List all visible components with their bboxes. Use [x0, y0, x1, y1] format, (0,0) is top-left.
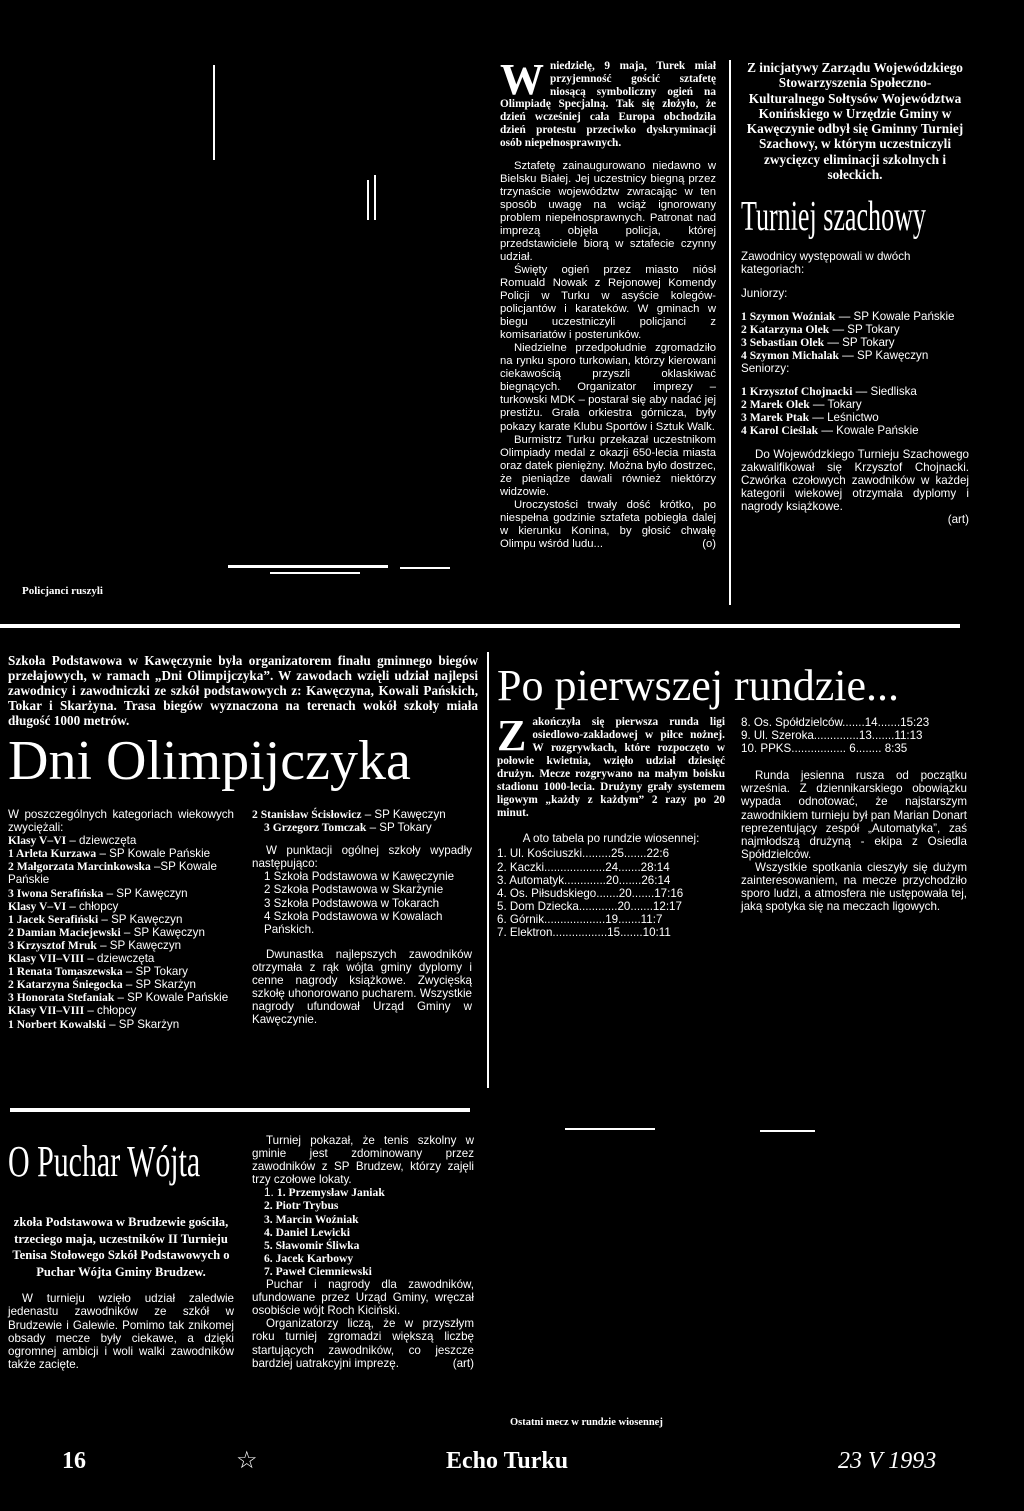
police-photo: [0, 45, 470, 605]
table-title: A oto tabela po rundzie wiosennej:: [522, 832, 700, 846]
drop-cap: Z: [497, 711, 527, 760]
football-paragraph: Runda jesienna rusza od początku września. Z dziennikarskiego obowiązku wypada odnotować, że najstarszym zawodnikiem turnieju był pan Marian Donart reprezentujący zespół „Automatyka”, zaś najmłodszą drużyną - ekipa z Osiedla Spółdzielców.: [741, 769, 967, 861]
page-number: 16: [62, 1448, 86, 1474]
list-item: 4 Szymon Michalak — SP Kawęczyn: [741, 348, 929, 362]
list-item: 2 Marek Olek — Tokary: [741, 398, 862, 412]
table-row: 7. Elektron.................15.......10:11: [497, 926, 671, 940]
list-item: 2 Damian Maciejewski – SP Kawęczyn: [8, 925, 205, 939]
football-photo: [490, 1120, 1024, 1420]
list-item: 3 Iwona Serafińska – SP Kawęczyn: [8, 886, 188, 900]
signature: (o): [702, 537, 716, 550]
tennis-ranking: [252, 1186, 474, 1199]
list-item: 1 Jacek Serafiński – SP Kawęczyn: [8, 912, 183, 926]
list-item: 4 Szkoła Podstawowa w Kowalach Pańskich.: [264, 909, 443, 936]
signature: (art): [452, 1356, 474, 1370]
juniors-label: Juniorzy:: [741, 286, 788, 300]
football-article: [497, 662, 977, 710]
list-item: 2 Katarzyna Olek — SP Tokary: [741, 322, 900, 336]
section-rule: [0, 624, 960, 628]
drop-cap: W: [500, 55, 544, 104]
list-item: 1. 1. Przemysław Janiak: [264, 1186, 385, 1200]
dni-intro: W poszczególnych kategoriach wiekowych zwyciężali:: [8, 808, 234, 835]
puchar-article: [8, 1134, 234, 1371]
list-item: 1 Szymon Woźniak — SP Kowale Pańskie: [741, 309, 955, 323]
list-item: 2 Stanisław Ścisłowicz – SP Kawęczyn: [252, 808, 446, 821]
list-item: 3. Marcin Woźniak: [264, 1212, 359, 1226]
list-item: 3 Grzegorz Tomczak – SP Tokary: [264, 821, 432, 835]
dni-paragraph: Dwunastka najlepszych zawodników otrzymała z rąk wójta gminy dyplomy i cenne nagrody książkowe. Zwycięską szkołę uhonorowano pucharem. Wszystkie nagrody ufundował Urząd Gminy w Kawęczynie.: [252, 947, 472, 1027]
football-column-2: [741, 716, 967, 913]
column-divider: [487, 652, 489, 1088]
list-item: 3 Honorata Stefaniak – SP Kowale Pańskie: [8, 991, 229, 1005]
list-item: 1 Krzysztof Chojnacki — Siedliska: [741, 385, 917, 399]
list-item: 2 Katarzyna Śniegocka – SP Skarżyn: [8, 978, 196, 992]
football-column-1: [497, 711, 725, 940]
juniors-list: [741, 310, 969, 362]
list-item: 4 Karol Cieślak — Kowale Pańskie: [741, 424, 919, 438]
puchar-paragraph: W turnieju wzięło udział zaledwie jedenastu zawodników ze szkół w Brudzewie i Galewie. Pomimo tak znikomej obsady mecze były ciekawe, a dzięki ogromnej ambicji i woli walki zawodników także zacięte.: [8, 1292, 234, 1371]
issue-date: 23 V 1993: [838, 1448, 937, 1474]
olympic-paragraph: Uroczystości trwały dość krótko, po niespełna godzinie sztafeta pobiegła dalej w kierunku Konina, by głosić chwałę Olimpu wśród ludu... (o): [500, 498, 716, 550]
dni-paragraph: W punktacji ogólnej szkoły wypadły następująco:: [252, 844, 472, 871]
puchar-paragraph: Puchar i nagrody dla zawodników, ufundowane przez Urząd Gminy, wręczał osobiście wójt Roch Kiciński.: [252, 1278, 474, 1318]
football-lead: akończyła się pierwsza runda ligi osiedlowo-zakładowej w piłce nożnej. W rozgrywkach, które rozpoczęto w połowie kwietnia, wzięło udział dziesięć drużyn. Mecze rozgrywano na małym boisku stadionu 1000-lecia. Drużyny grały systemem ligowym „każdy z każdym” 2 razy po 20 minut.: [497, 716, 725, 820]
dni-olimpijczyka-article: [8, 654, 478, 793]
list-item: Klasy V–VI – chłopcy: [8, 899, 119, 913]
list-item: Klasy V–VI – dziewczęta: [8, 834, 137, 848]
list-item: 1 Renata Tomaszewska – SP Tokary: [8, 965, 188, 979]
table-row: 3. Automatyk.............20.......26:14: [497, 873, 671, 887]
chess-headline: Turniej szachowy: [741, 194, 926, 241]
star-icon: ☆: [236, 1447, 258, 1474]
dni-headline: Dni Olimpijczyka: [8, 729, 411, 792]
puchar-column-2: [252, 1134, 474, 1370]
dni-column-1: [8, 808, 234, 1031]
table-row: 5. Dom Dziecka............20.......12:17: [497, 899, 682, 913]
dni-column-2: [252, 808, 472, 1026]
table-row: 6. Górnik...................19.......11:7: [497, 912, 663, 926]
column-divider: [729, 60, 731, 605]
football-headline: Po pierwszej rundzie...: [497, 661, 899, 710]
chess-article: [741, 60, 969, 526]
list-item: 4. Daniel Lewicki: [264, 1225, 350, 1239]
list-item: 3 Szkoła Podstawowa w Tokarach: [264, 896, 440, 910]
football-paragraph: Wszystkie spotkania cieszyły się dużym zainteresowaniem, na mecze przychodziło sporo ludzi, a atmosfera nie ustępowała tej, jaką spotyka się na meczach ligowych.: [741, 860, 967, 914]
olympic-lead: niedzielę, 9 maja, Turek miał przyjemność gościć sztafetę niosącą symboliczny ogień na Olimpiadę Specjalną. Tak się złożyło, że dzień wcześniej cała Europa obchodziła dzień protestu przeciwko dyskryminacji osób niepełnosprawnych.: [500, 60, 716, 149]
list-item: 3 Sebastian Olek — SP Tokary: [741, 335, 895, 349]
photo-caption: Ostatni mecz w rundzie wiosennej: [510, 1417, 663, 1428]
league-table: [497, 847, 725, 939]
chess-closing: Do Wojewódzkiego Turnieju Szachowego zakwalifikował się Krzysztof Chojnacki. Czwórka czołowych zawodników w każdej kategorii wiekowej otrzymała dyplomy i nagrody książkowe.: [741, 447, 969, 513]
olympic-paragraph: Niedzielne przedpołudnie zgromadziło na rynku sporo turkowian, którzy kierowani ciekawością przyszli oklaskiwać biegnących. Organizator imprezy – turkowski MDK – postarał się aby nadać jej prestiżu. Grała orkiestra górnicza, były pokazy karate Klubu Sportów i Sztuk Walk.: [500, 342, 716, 433]
list-item: 2. Piotr Trybus: [264, 1199, 339, 1213]
table-row: 4. Os. Piłsudskiego.......20.......17:16: [497, 886, 684, 900]
chess-intro: Zawodnicy występowali w dwóch kategoriach:: [741, 250, 911, 277]
list-item: 2 Małgorzata Marcinkowska –SP Kowale Pańskie: [8, 860, 217, 887]
table-row: 1. Ul. Kościuszki.........25.......22:6: [497, 847, 670, 861]
table-row: 2. Kaczki...................24.......28:14: [497, 860, 670, 874]
table-row: 8. Os. Spółdzielców.......14.......15:23: [741, 716, 930, 729]
puchar-headline: O Puchar Wójta: [8, 1137, 201, 1186]
chess-lead: Z inicjatywy Zarządu Wojewódzkiego Stowarzyszenia Społeczno-Kulturalnego Sołtysów Województwa Konińskiego w Urzędzie Gminy w Kawęczynie odbył się Gminny Turniej Szachowy, w którym uczestniczyli zwycięzcy eliminacji szkolnych i sołeckich.: [746, 60, 964, 183]
section-rule: [10, 1108, 470, 1112]
olympic-relay-article: [500, 55, 716, 551]
dni-lead: Szkoła Podstawowa w Kawęczynie była organizatorem finału gminnego biegów przełajowych, w ramach „Dni Olimpijczyka”. W zawodach wzięli udział najlepsi zawodnicy i zawodniczki ze szkół podstawowych z: Kawęczyna, Kowali Pańskich, Tokar i Skarżyna. Trasa biegów wyznaczona na terenach wokół szkoły miała długość 1000 metrów.: [8, 653, 478, 728]
olympic-paragraph: Sztafetę zainaugurowano niedawno w Bielsku Białej. Jej uczestnicy biegną przez trzynaście województw zwracając w ten sposób uwagę na wciąż ignorowany problem niepełnosprawnych. Patronat nad imprezą objęła policja, której przedstawiciele biorą w sztafecie czynny udział.: [500, 159, 716, 263]
publication-title: Echo Turku: [446, 1448, 569, 1474]
puchar-paragraph: Organizatorzy liczą, że w przyszłym roku turniej zgromadzi większą liczbę startujących zawodników, co jeszcze bardziej uatrakcyjni imprezę.: [252, 1317, 474, 1370]
list-item: Klasy VII–VIII – chłopcy: [8, 1004, 137, 1018]
list-item: 5. Sławomir Śliwka: [264, 1238, 360, 1252]
olympic-paragraph: Święty ogień przez miasto niósł Romuald Nowak z Rejonowej Komendy Policji w Turku w asyście kolegów-policjantów i karateków. W gminach w biegu uczestniczyli policjanci z komisariatów i posterunków.: [500, 263, 716, 342]
list-item: 1 Arleta Kurzawa – SP Kowale Pańskie: [8, 847, 211, 861]
photo-caption: Policjanci ruszyli: [22, 585, 103, 597]
list-item: 7. Paweł Ciemniewski: [264, 1264, 372, 1278]
league-table: [741, 716, 967, 755]
olympic-paragraph: Burmistrz Turku przekazał uczestnikom Olimpiady medal z okazji 650-lecia miasta oraz datek pieniężny. Można było dostrzec, że pieniądze dawali również niektórzy widzowie.: [500, 433, 716, 498]
list-item: Klasy VII–VIII – dziewczęta: [8, 952, 155, 966]
puchar-paragraph: Turniej pokazał, że tenis szkolny w gminie jest zdominowany przez zawodników z SP Brudzew, którzy zajęli trzy czołowe lokaty.: [252, 1134, 474, 1187]
list-item: 3 Krzysztof Mruk – SP Kawęczyn: [8, 938, 182, 952]
seniors-label: Seniorzy:: [741, 362, 790, 376]
signature: (art): [947, 512, 969, 526]
puchar-lead: zkoła Podstawowa w Brudzewie gościła, trzeciego maja, uczestników II Turnieju Tenisa Stołowego Szkół Podstawowych o Puchar Wójta Gminy Brudzew.: [12, 1215, 230, 1279]
list-item: 6. Jacek Karbowy: [264, 1251, 354, 1265]
list-item: 2 Szkoła Podstawowa w Skarżynie: [264, 883, 444, 897]
list-item: 1 Szkoła Podstawowa w Kawęczynie: [264, 870, 455, 884]
seniors-list: [741, 385, 969, 437]
table-row: 9. Ul. Szeroka..............13.......11:13: [741, 729, 923, 743]
table-row: 10. PPKS................. 6........ 8:35: [741, 742, 908, 756]
list-item: 3 Marek Ptak — Leśnictwo: [741, 411, 879, 425]
tennis-ranking: [252, 1199, 474, 1278]
list-item: 1 Norbert Kowalski – SP Skarżyn: [8, 1017, 180, 1031]
